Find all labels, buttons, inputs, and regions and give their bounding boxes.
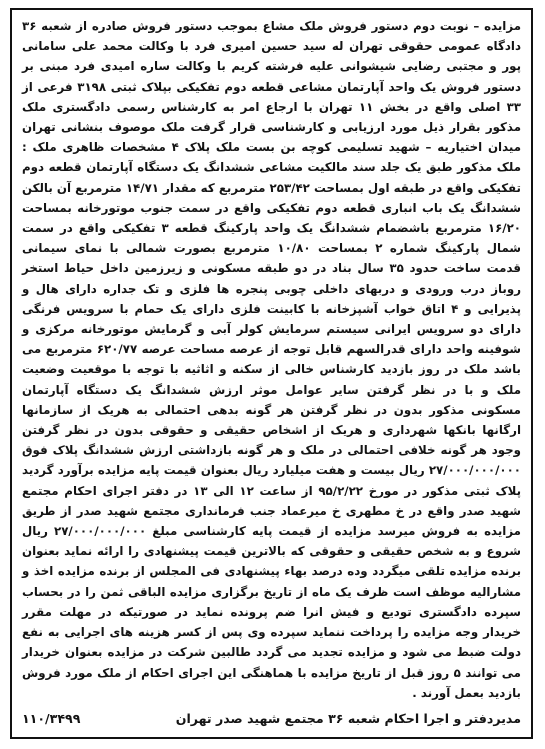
notice-body-text: مزایده – نوبت دوم دستور فروش ملک مشاع بموجب دستور فروش صادره از شعبه ۳۶ دادگاه عمومی حقوقی تهران له سید حسین امیری فرد با وکالت محمد علی سامانی پور و مجتبی رضایی شیشوانی علیه فرشته کریم با وکالت ساره امیدی فرد مبنی بر دستور فروش یک واحد آپارتمان مشاعی قطعه دوم تفکیکی بپلاک ثبتی ۳۱۹۸ فرعی از ۳۳ اصلی واقع در بخش ۱۱ تهران با ارجاع امر به کارشناس رسمی دادگستری ملک مذکور بقرار ذیل مورد ارزیابی و کارشناسی قرار گرفت ملک موصوف بنشانی تهران میدان اختیاریه – شهید تسلیمی کوچه بن بست ملک پلاک ۴ مشخصات ظاهری ملک : ملک مذکور طبق یک جلد سند مالکیت مشاعی ششدانگ یک دستگاه آپارتمان قطعه دوم تفکیکی واقع در طبقه اول بمساحت ۲۵۳/۴۲ مترمربع که مقدار ۱۴/۷۱ مترمربع آن بالکن ششدانگ یک باب انباری قطعه دوم تفکیکی واقع در سمت جنوب موتورخانه بمساحت ۱۶/۲۰ مترمربع باشضمام ششدانگ یک واحد پارکینگ قطعه ۳ تفکیکی واقع در سمت شمال پارکینگ شماره ۲ بمساحت ۱۰/۸۰ مترمربع بصورت شمالی با نمای سیمانی قدمت ساخت حدود ۳۵ سال بناد در دو طبقه مسکونی و زیرزمین داخل حیاط استخر روباز درب ورودی و دربهای داخلی چوبی پنجره ها فلزی و تک جداره دارای هال و پذیرایی و ۴ اتاق خواب آشپزخانه با کابینت فلزی دارای یک حمام با سرویس فرنگی دارای دو سرویس ایرانی سیستم سرمایش کولر آبی و گرمایش موتورخانه مرکزی و شوفینه واحد دارای قدرالسهم قابل توجه از عرصه مساحت عرصه ۶۲۰/۷۷ مترمربع می باشد ملک در روز بازدید کارشناس خالی از سکنه و اثاثیه با توجه با موقعیت وضعیت ملک و با در نظر گرفتن سایر عوامل موثر ارزش ششدانگ یک دستگاه آپارتمان مسکونی مذکور بدون در نظر گرفتن هر گونه بدهی احتمالی به هریک از سازمانها ارگانها بانکها شهرداری و هریک از اشخاص حقیقی و حقوقی بدون در نظر گرفتن وجود هر گونه خلافی احتمالی در ملک و هر گونه بازداشتی ارزش ششدانگ پلاک فوق ۲۷/۰۰۰/۰۰۰/۰۰۰ ریال بیست و هفت میلیارد ریال بعنوان قیمت پایه مزایده برآورد گردید پلاک ثبتی مذکور در مورخ ۹۵/۲/۲۲ از ساعت ۱۲ الی ۱۳ در دفتر اجرای احکام مجتمع شهید صدر واقع در خ مطهری خ میرعماد جنب فرمانداری مجتمع شهید صدر از طریق مزایده به فروش میرسد مزایده از قیمت پایه کارشناسی مبلغ ۲۷/۰۰۰/۰۰۰/۰۰۰ ریال شروع و به شخص حقیقی و حقوقی که بالاترین قیمت پیشنهادی را ارائه نماید بعنوان برنده مزایده تلقی میگردد وده درصد بهاء پیشنهادی فی المجلس از برنده مزایده اخذ و مشارالیه موظف است ظرف یک ماه از تاریخ برگزاری مزایده الباقی ثمن را در بحساب سپرده دادگستری تودیع و فیش انرا ضم پرونده نماید در صورتیکه در مهلت مقرر خریدار وجه مزایده را پرداخت ننماید سپرده وی پس از کسر هزینه های اجرایی به نفع دولت ضبط می شود و مزایده تجدید می گردد طالبین شرکت در مزایده بعنوان خریدار می توانند ۵ روز قبل از تاریخ مزایده با هماهنگی این اجرای احکام از ملک مورد فروش بازدید بعمل آورند . — [22, 19, 522, 700]
notice-code: ۱۱۰/۳۴۹۹ — [22, 711, 81, 726]
notice-signature: مدیردفتر و اجرا احکام شعبه ۳۶ مجتمع شهید صدر تهران — [175, 711, 521, 726]
auction-notice-box — [10, 8, 533, 739]
notice-footer — [22, 709, 521, 731]
